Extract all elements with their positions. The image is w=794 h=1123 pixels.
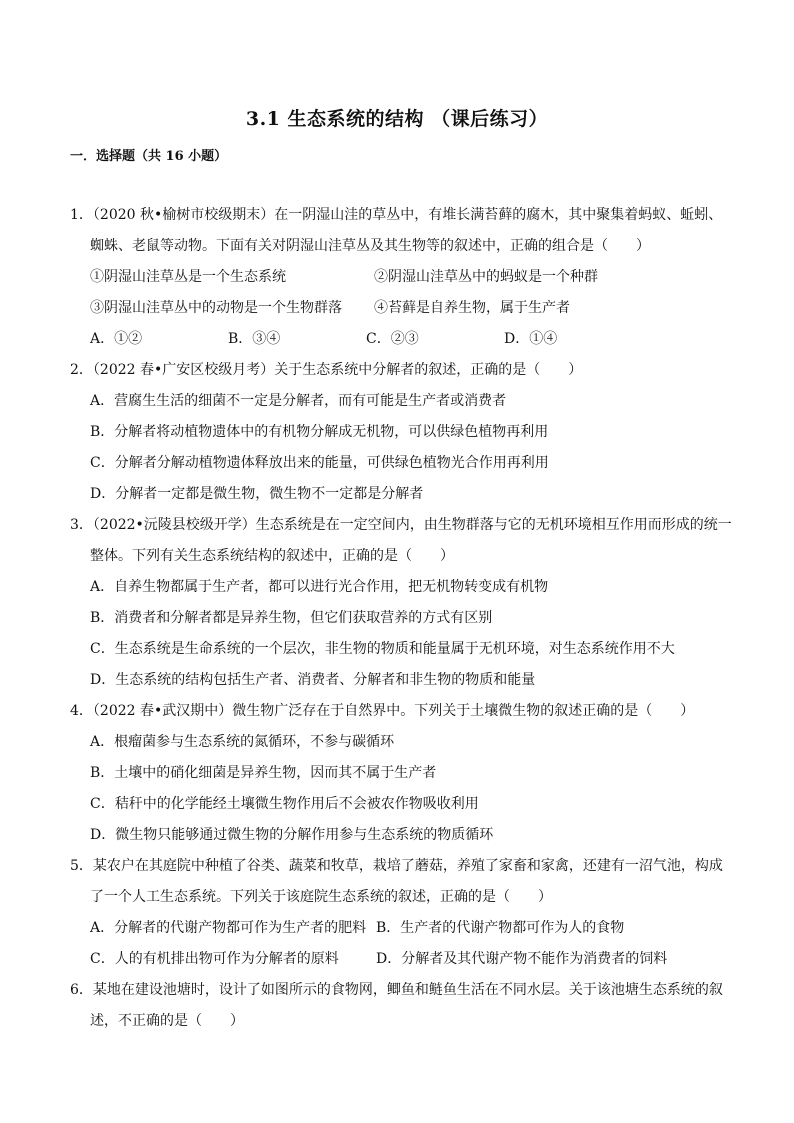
option-c[interactable]: C．秸秆中的化学能经土壤微生物作用后不会被农作物吸收利用	[90, 796, 479, 812]
option-a[interactable]: A．①②	[90, 331, 143, 347]
question-5-options-row-1	[90, 918, 624, 938]
question-1-options	[90, 329, 642, 349]
option-d[interactable]: D．分解者一定都是微生物，微生物不一定都是分解者	[90, 486, 424, 502]
question-1-stem-cont: 蜘蛛、老鼠等动物。下面有关对阴湿山洼草丛及其生物等的叙述中，正确的组合是（ ）	[90, 238, 650, 254]
question-3-stem: 3．（2022•沅陵县校级开学）生态系统是在一定空间内，由生物群落与它的无机环境相互作用而形成的统一	[70, 517, 732, 533]
option-a[interactable]: A．营腐生生活的细菌不一定是分解者，而有可能是生产者或消费者	[90, 393, 507, 409]
option-b[interactable]: B．土壤中的硝化细菌是异养生物，因而其不属于生产者	[90, 765, 437, 781]
question-2-stem: 2．（2022 春•广安区校级月考）关于生态系统中分解者的叙述，正确的是（ ）	[70, 362, 583, 378]
option-d[interactable]: D．微生物只能够通过微生物的分解作用参与生态系统的物质循环	[90, 827, 494, 843]
option-c[interactable]: C．生态系统是生命系统的一个层次，非生物的物质和能量属于无机环境，对生态系统作用不大	[90, 641, 675, 657]
option-b[interactable]: B．生产者的代谢产物都可作为人的食物	[376, 920, 625, 936]
page-title: 3.1 生态系统的结构 （课后练习）	[245, 108, 549, 130]
option-b[interactable]: B．消费者和分解者都是异养生物，但它们获取营养的方式有区别	[90, 610, 493, 626]
question-1-statements-row-2	[90, 298, 570, 318]
section-heading: 一．选择题（共 16 小题）	[70, 149, 228, 164]
question-1-stem: 1．（2020 秋•榆树市校级期末）在一阴湿山洼的草丛中，有堆长满苔藓的腐木，其中聚集着蚂蚁、蚯蚓、	[70, 207, 723, 223]
option-b[interactable]: B．③④	[228, 331, 281, 347]
option-d[interactable]: D．分解者及其代谢产物不能作为消费者的饲料	[376, 951, 668, 967]
question-4-stem: 4．（2022 春•武汉期中）微生物广泛存在于自然界中。下列关于土壤微生物的叙述正确的是（ ）	[70, 703, 695, 719]
option-c[interactable]: C．②③	[366, 331, 419, 347]
statement-3: ③阴湿山洼草丛中的动物是一个生物群落	[90, 300, 342, 316]
question-5-stem: 5．某农户在其庭院中种植了谷类、蔬菜和牧草，栽培了蘑菇，养殖了家畜和家禽，还建有一沼气池，构成	[70, 858, 723, 874]
statement-2: ②阴湿山洼草丛中的蚂蚁是一个种群	[374, 269, 598, 285]
option-a[interactable]: A．分解者的代谢产物都可作为生产者的肥料	[90, 920, 367, 936]
option-c[interactable]: C．人的有机排出物可作为分解者的原料	[90, 951, 339, 967]
option-d[interactable]: D．①④	[504, 331, 558, 347]
option-d[interactable]: D．生态系统的结构包括生产者、消费者、分解者和非生物的物质和能量	[90, 672, 536, 688]
statement-4: ④苔藓是自养生物，属于生产者	[374, 300, 570, 316]
option-c[interactable]: C．分解者分解动植物遗体释放出来的能量，可供绿色植物光合作用再利用	[90, 455, 549, 471]
question-6-stem: 6．某地在建设池塘时，设计了如图所示的食物网，鲫鱼和鲢鱼生活在不同水层。关于该池塘生态系统的叙	[70, 982, 723, 998]
question-3-stem-cont: 整体。下列有关生态系统结构的叙述中，正确的是（ ）	[90, 548, 454, 564]
option-a[interactable]: A．根瘤菌参与生态系统的氮循环，不参与碳循环	[90, 734, 395, 750]
option-b[interactable]: B．分解者将动植物遗体中的有机物分解成无机物，可以供绿色植物再利用	[90, 424, 549, 440]
question-5-options-row-2	[90, 949, 667, 969]
option-a[interactable]: A．自养生物都属于生产者，都可以进行光合作用，把无机物转变成有机物	[90, 579, 549, 595]
question-1-statements-row-1	[90, 267, 598, 287]
question-6-stem-cont: 述，不正确的是（ ）	[90, 1013, 244, 1029]
statement-1: ①阴湿山洼草丛是一个生态系统	[90, 269, 286, 285]
question-5-stem-cont: 了一个人工生态系统。下列关于该庭院生态系统的叙述，正确的是（ ）	[90, 889, 552, 905]
